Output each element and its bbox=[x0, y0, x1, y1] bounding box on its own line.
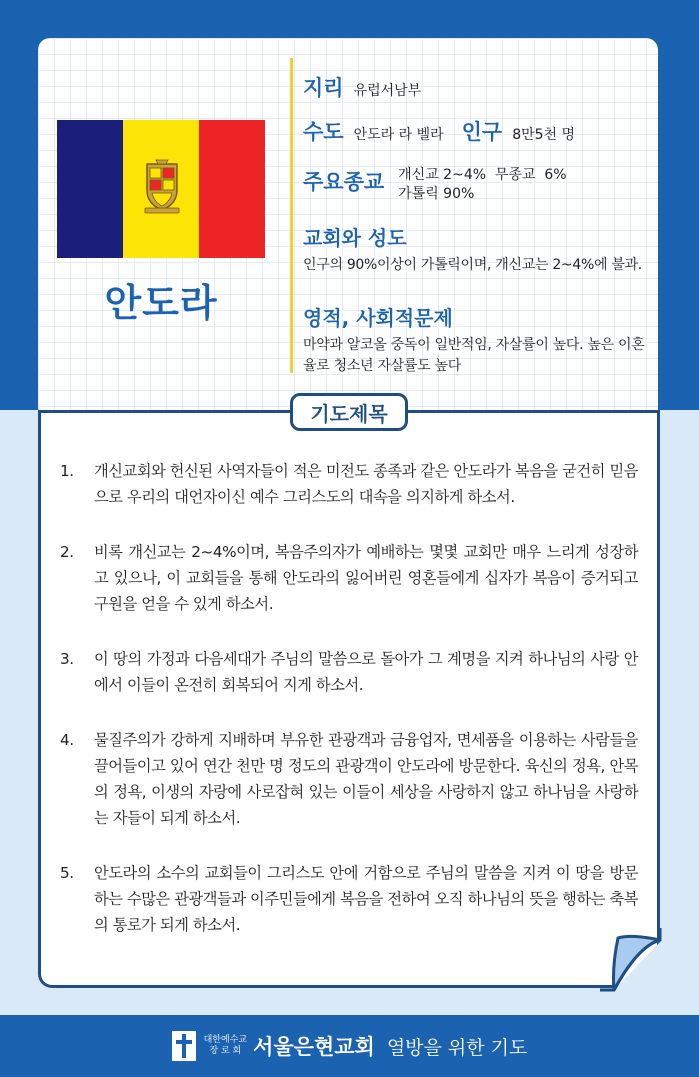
header-line-left bbox=[38, 410, 290, 413]
prayer-text: 이 땅의 가정과 다음세대가 주님의 말씀으로 돌아가 그 계명을 지켜 하나님의 사랑 안에서 이들이 온전히 회복되어 지게 하소서. bbox=[94, 650, 638, 694]
geography-value: 유럽서남부 bbox=[353, 83, 422, 99]
capital-label: 수도 bbox=[303, 120, 344, 144]
population-value: 8만5천 명 bbox=[512, 127, 576, 143]
prayer-text: 비록 개신교는 2~4%이며, 복음주의자가 예배하는 몇몇 교회만 매우 느리게 성장하고 있으나, 이 교회들을 통해 안도라의 잃어버린 영혼들에게 십자가 복음이 증거되고 구원을 얻을 수 있게 하소서. bbox=[94, 543, 638, 613]
flag-red-stripe bbox=[199, 120, 265, 258]
prayer-item bbox=[60, 727, 638, 831]
church-text: 인구의 90%이상이 가톨릭이며, 개신교는 2~4%에 불과. bbox=[303, 257, 642, 273]
header-line-right bbox=[408, 410, 660, 413]
prayer-number: 5. bbox=[60, 864, 74, 882]
coat-of-arms-icon bbox=[141, 158, 183, 214]
footer-tagline: 열방을 위한 기도 bbox=[386, 1036, 528, 1059]
prayer-item bbox=[60, 458, 638, 510]
prayer-item bbox=[60, 860, 638, 938]
flag-yellow-stripe bbox=[123, 120, 199, 258]
org-affiliation bbox=[204, 1035, 247, 1057]
prayer-number: 1. bbox=[60, 462, 74, 480]
spiritual-label: 영적, 사회적문제 bbox=[303, 306, 453, 330]
footer bbox=[0, 1015, 699, 1077]
religion-values bbox=[398, 166, 566, 204]
church-name: 서울은현교회 bbox=[253, 1035, 375, 1059]
spiritual-text: 마약과 알코올 중독이 일반적임, 자살률이 높다. 높은 이혼율로 청소년 자살률도 높다 bbox=[303, 337, 645, 374]
prayer-text: 물질주의가 강하게 지배하며 부유한 관광객과 금융업자, 면세품을 이용하는 사람들을 끌어들이고 있어 연간 천만 명 정도의 관광객이 안도라에 방문한다. 육신의 정욕, 안목의 정욕, 이생의 자랑에 사로잡혀 있는 이들이 세상을 사랑하지 않고 하나님을 사랑하는 자들이 되게 하소서. bbox=[94, 731, 638, 827]
prayer-text: 안도라의 소수의 교회들이 그리스도 안에 거함으로 주님의 말씀을 지켜 이 땅을 방문하는 수많은 관광객들과 이주민들에게 복음을 전하여 오직 하나님의 뜻을 행하는 축복의 통로가 되게 하소서. bbox=[94, 864, 638, 934]
org-line-1: 대한예수교 bbox=[203, 1035, 248, 1045]
religion-row bbox=[303, 166, 567, 204]
prayer-number: 2. bbox=[60, 543, 74, 561]
prayer-number: 3. bbox=[60, 650, 74, 668]
capital-value: 안도라 라 벨라 bbox=[353, 127, 444, 143]
yellow-divider bbox=[290, 58, 293, 373]
religion-line-1: 개신교 2~4% 무종교 6% bbox=[398, 167, 567, 183]
prayer-title: 기도제목 bbox=[290, 393, 408, 431]
spiritual-section bbox=[303, 302, 648, 377]
capital-row bbox=[303, 116, 575, 146]
geography-label: 지리 bbox=[303, 76, 344, 100]
prayer-text: 개신교회와 헌신된 사역자들이 적은 미전도 종족과 같은 안도라가 복음을 굳건히 믿음으로 우리의 대언자이신 예수 그리스도의 대속을 의지하게 하소서. bbox=[94, 462, 638, 506]
religion-line-2: 가톨릭 90% bbox=[398, 186, 475, 202]
church-section bbox=[303, 222, 648, 276]
prayer-list bbox=[60, 458, 638, 967]
flag-blue-stripe bbox=[57, 120, 123, 258]
religion-label: 주요종교 bbox=[303, 170, 385, 194]
org-line-2: 장 로 회 bbox=[209, 1046, 242, 1056]
geography-row bbox=[303, 72, 421, 102]
church-label: 교회와 성도 bbox=[303, 226, 407, 250]
prayer-item bbox=[60, 539, 638, 617]
population-label: 인구 bbox=[461, 120, 503, 144]
country-name: 안도라 bbox=[104, 281, 218, 325]
prayer-item bbox=[60, 646, 638, 698]
cross-icon bbox=[172, 1031, 196, 1061]
andorra-flag bbox=[57, 120, 265, 258]
prayer-number: 4. bbox=[60, 731, 74, 749]
